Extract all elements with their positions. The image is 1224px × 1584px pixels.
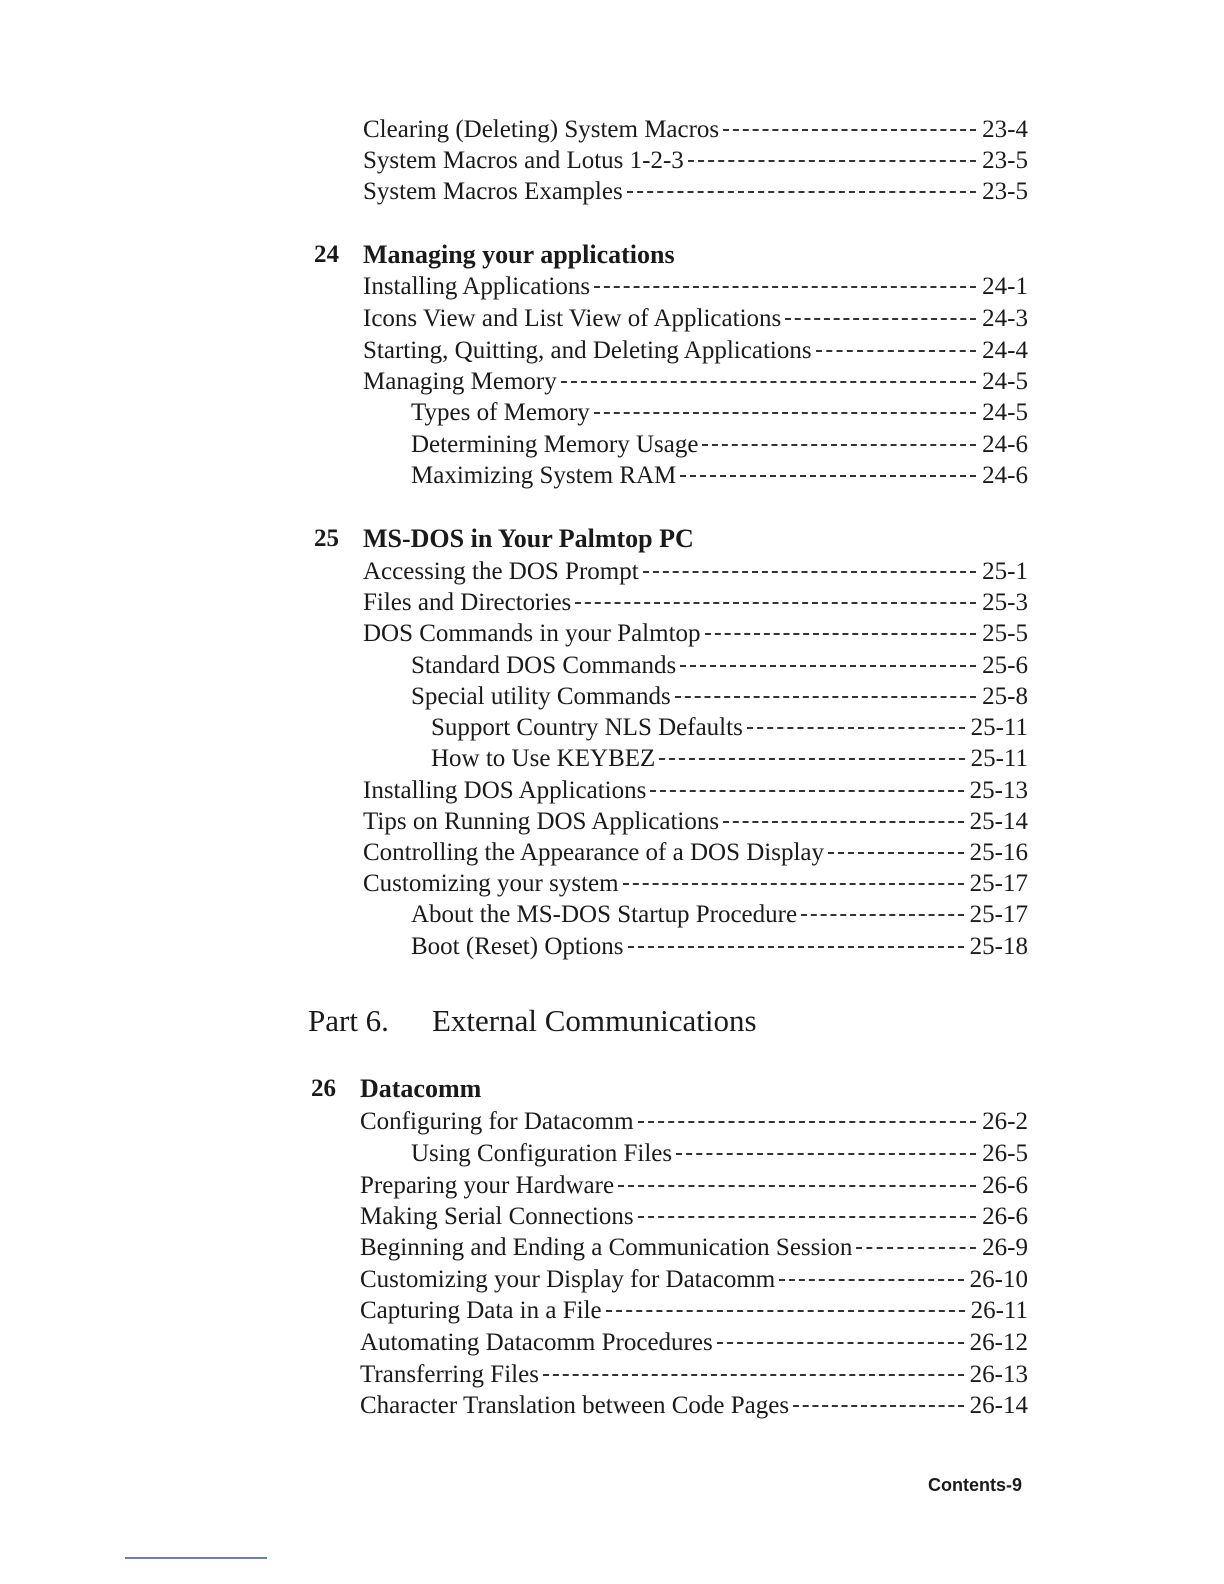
toc-entry-title: Beginning and Ending a Communication Session — [360, 1234, 853, 1261]
dot-leader — [643, 571, 977, 573]
dot-leader — [828, 852, 964, 854]
toc-subentry[interactable] — [411, 900, 1028, 930]
toc-subsubentry[interactable] — [431, 713, 1028, 743]
toc-entry[interactable] — [360, 1233, 1028, 1263]
toc-subentry[interactable] — [411, 1139, 1028, 1169]
toc-entry-title: How to Use KEYBEZ — [431, 745, 656, 772]
toc-entry[interactable] — [363, 272, 1028, 302]
toc-entry-title: Maximizing System RAM — [411, 462, 677, 489]
toc-entry-page: 25-18 — [969, 933, 1028, 960]
toc-entry-title: Capturing Data in a File — [360, 1297, 602, 1324]
toc-entry[interactable] — [363, 367, 1028, 397]
toc-entry-title: Making Serial Connections — [360, 1203, 634, 1230]
toc-entry[interactable] — [363, 336, 1028, 366]
toc-entry[interactable] — [363, 146, 1028, 176]
toc-entry-page: 23-5 — [982, 178, 1028, 205]
toc-entry-page: 25-13 — [969, 777, 1028, 804]
dot-leader — [723, 129, 976, 131]
chapter-number: 26 — [311, 1075, 336, 1102]
toc-entry-page: 26-14 — [969, 1392, 1028, 1419]
toc-entry-page: 25-8 — [982, 683, 1028, 710]
toc-entry-page: 25-6 — [982, 652, 1028, 679]
toc-entry[interactable] — [360, 1328, 1028, 1358]
dot-leader — [856, 1247, 976, 1249]
toc-entry[interactable] — [363, 838, 1028, 868]
toc-entry-title: Standard DOS Commands — [411, 652, 677, 679]
toc-entry-page: 25-14 — [969, 808, 1028, 835]
toc-entry-page: 24-1 — [982, 273, 1028, 300]
toc-entry[interactable] — [360, 1360, 1028, 1390]
dot-leader — [627, 191, 976, 193]
chapter-title[interactable]: MS-DOS in Your Palmtop PC — [363, 524, 694, 553]
dot-leader — [638, 1121, 977, 1123]
dot-leader — [659, 758, 964, 760]
toc-entry-title: Transferring Files — [360, 1361, 539, 1388]
dot-leader — [717, 1342, 964, 1344]
toc-entry[interactable] — [360, 1107, 1028, 1137]
toc-entry[interactable] — [363, 115, 1028, 145]
toc-entry[interactable] — [360, 1265, 1028, 1295]
toc-entry-title: Determining Memory Usage — [411, 431, 699, 458]
toc-entry-page: 25-5 — [982, 620, 1028, 647]
footer-divider — [125, 1557, 267, 1559]
toc-entry-title: Managing Memory — [363, 368, 557, 395]
part-label: Part 6. — [308, 1003, 389, 1038]
toc-entry-title: Support Country NLS Defaults — [431, 714, 743, 741]
toc-entry[interactable] — [363, 588, 1028, 618]
toc-entry-page: 25-1 — [982, 558, 1028, 585]
chapter-title[interactable]: Datacomm — [360, 1074, 482, 1103]
toc-entry-page: 25-11 — [970, 714, 1028, 741]
toc-entry[interactable] — [363, 869, 1028, 899]
dot-leader — [675, 696, 976, 698]
toc-subentry[interactable] — [411, 651, 1028, 681]
toc-entry-page: 24-5 — [982, 399, 1028, 426]
toc-entry[interactable] — [363, 304, 1028, 334]
part-heading — [308, 1003, 757, 1039]
toc-entry-page: 26-6 — [982, 1172, 1028, 1199]
toc-entry-title: Tips on Running DOS Applications — [363, 808, 720, 835]
toc-entry-page: 24-6 — [982, 462, 1028, 489]
chapter-title[interactable]: Managing your applications — [363, 240, 675, 269]
toc-entry-page: 23-5 — [982, 147, 1028, 174]
toc-entry[interactable] — [363, 177, 1028, 207]
dot-leader — [747, 727, 965, 729]
toc-entry-title: DOS Commands in your Palmtop — [363, 620, 701, 647]
chapter-number: 24 — [314, 241, 339, 268]
part-title: External Communications — [432, 1003, 757, 1038]
toc-subsubentry[interactable] — [431, 744, 1028, 774]
toc-entry-title: Clearing (Deleting) System Macros — [363, 116, 720, 143]
dot-leader — [801, 914, 964, 916]
toc-entry-page: 24-6 — [982, 431, 1028, 458]
toc-entry-title: Automating Datacomm Procedures — [360, 1329, 713, 1356]
toc-entry-title: Types of Memory — [411, 399, 590, 426]
dot-leader — [594, 412, 976, 414]
toc-entry-title: Boot (Reset) Options — [411, 933, 624, 960]
dot-leader — [705, 633, 977, 635]
dot-leader — [638, 1216, 977, 1218]
toc-entry-page: 26-12 — [969, 1329, 1028, 1356]
toc-entry-title: Customizing your Display for Datacomm — [360, 1266, 776, 1293]
toc-entry-page: 26-5 — [982, 1140, 1028, 1167]
toc-entry-title: Starting, Quitting, and Deleting Applications — [363, 337, 812, 364]
toc-entry[interactable] — [363, 557, 1028, 587]
toc-subentry[interactable] — [411, 430, 1028, 460]
toc-entry-page: 25-3 — [982, 589, 1028, 616]
toc-entry-page: 26-9 — [982, 1234, 1028, 1261]
toc-subentry[interactable] — [411, 461, 1028, 491]
toc-entry[interactable] — [363, 807, 1028, 837]
dot-leader — [680, 665, 976, 667]
toc-entry[interactable] — [360, 1296, 1028, 1326]
dot-leader — [723, 821, 964, 823]
dot-leader — [623, 883, 964, 885]
toc-entry[interactable] — [363, 776, 1028, 806]
toc-entry-page: 25-16 — [969, 839, 1028, 866]
toc-subentry[interactable] — [411, 682, 1028, 712]
toc-entry-page: 23-4 — [982, 116, 1028, 143]
toc-entry-title: Installing DOS Applications — [363, 777, 647, 804]
dot-leader — [816, 350, 977, 352]
page-number-label: Contents-9 — [928, 1475, 1022, 1495]
toc-entry-page: 25-17 — [969, 870, 1028, 897]
toc-entry-title: Installing Applications — [363, 273, 591, 300]
toc-entry-title: Preparing your Hardware — [360, 1172, 615, 1199]
toc-subentry[interactable] — [411, 398, 1028, 428]
toc-entry-page: 26-6 — [982, 1203, 1028, 1230]
dot-leader — [785, 318, 976, 320]
toc-entry-title: Customizing your system — [363, 870, 619, 897]
dot-leader — [628, 946, 964, 948]
toc-entry-page: 24-3 — [982, 305, 1028, 332]
toc-entry-title: Files and Directories — [363, 589, 572, 616]
toc-entry-page: 26-10 — [969, 1266, 1028, 1293]
toc-entry-page: 25-11 — [970, 745, 1028, 772]
dot-leader — [606, 1310, 965, 1312]
toc-entry-page: 26-13 — [969, 1361, 1028, 1388]
toc-entry-page: 24-4 — [982, 337, 1028, 364]
dot-leader — [680, 475, 976, 477]
dot-leader — [702, 444, 976, 446]
toc-entry[interactable] — [360, 1391, 1028, 1421]
dot-leader — [676, 1153, 976, 1155]
dot-leader — [618, 1185, 976, 1187]
toc-entry-page: 24-5 — [982, 368, 1028, 395]
toc-entry-page: 26-2 — [982, 1108, 1028, 1135]
chapter-number: 25 — [314, 525, 339, 552]
toc-entry-title: System Macros and Lotus 1-2-3 — [363, 147, 684, 174]
dot-leader — [561, 381, 976, 383]
toc-entry-title: Special utility Commands — [411, 683, 671, 710]
toc-entry-page: 25-17 — [969, 901, 1028, 928]
dot-leader — [594, 286, 976, 288]
toc-entry-title: System Macros Examples — [363, 178, 623, 205]
toc-entry-title: About the MS-DOS Startup Procedure — [411, 901, 798, 928]
dot-leader — [650, 790, 963, 792]
toc-entry-title: Character Translation between Code Pages — [360, 1392, 790, 1419]
toc-entry-title: Using Configuration Files — [411, 1140, 673, 1167]
toc-entry-title: Accessing the DOS Prompt — [363, 558, 639, 585]
dot-leader — [575, 602, 976, 604]
dot-leader — [793, 1405, 964, 1407]
toc-entry[interactable] — [360, 1202, 1028, 1232]
dot-leader — [543, 1374, 964, 1376]
dot-leader — [688, 160, 976, 162]
toc-entry-title: Icons View and List View of Applications — [363, 305, 782, 332]
toc-entry-title: Configuring for Datacomm — [360, 1108, 634, 1135]
toc-subentry[interactable] — [411, 932, 1028, 962]
toc-entry-title: Controlling the Appearance of a DOS Display — [363, 839, 825, 866]
toc-entry[interactable] — [360, 1171, 1028, 1201]
dot-leader — [779, 1279, 963, 1281]
toc-entry[interactable] — [363, 619, 1028, 649]
toc-entry-page: 26-11 — [970, 1297, 1028, 1324]
